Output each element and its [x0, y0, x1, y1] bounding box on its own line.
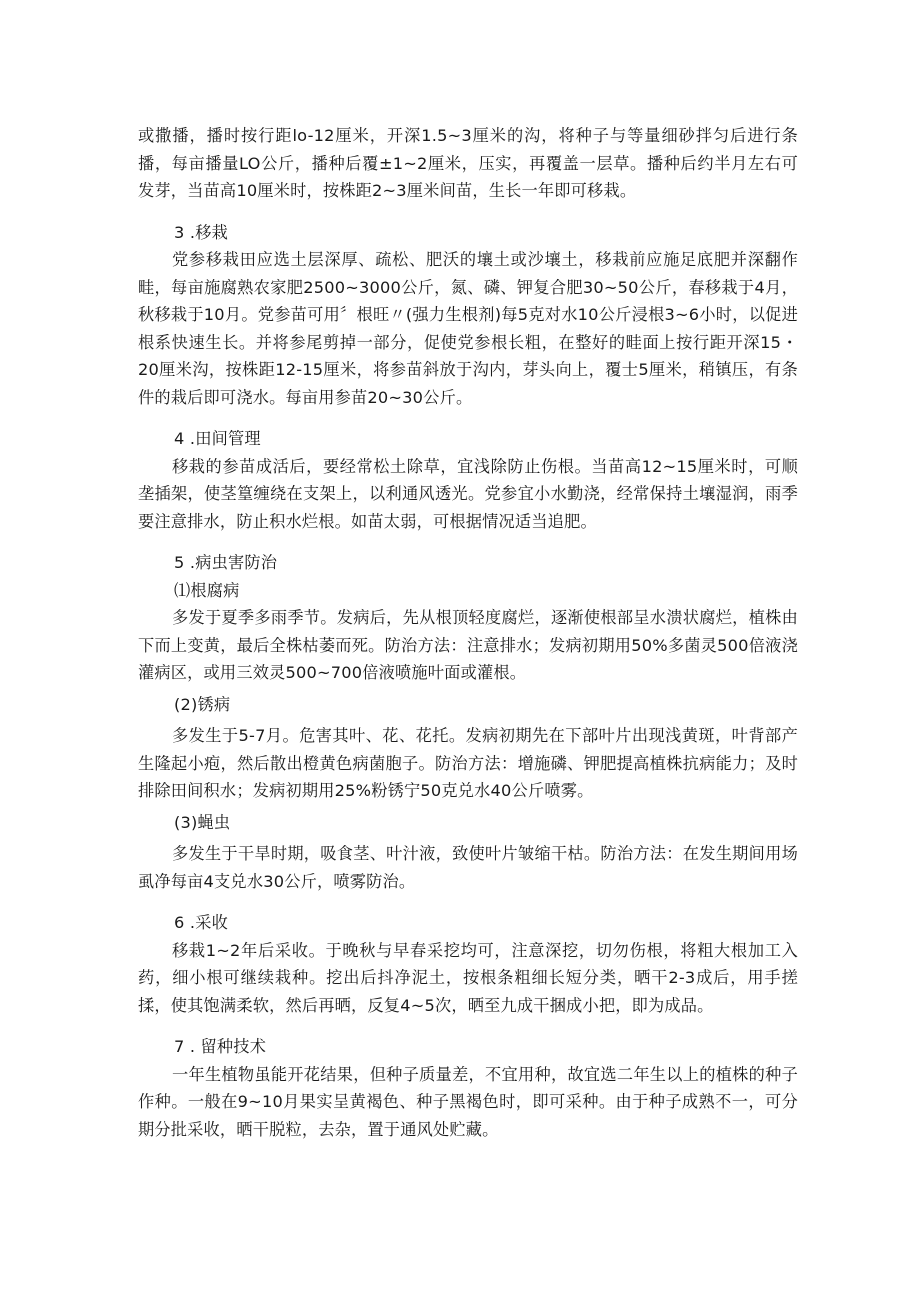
document-page: [138, 122, 798, 1143]
section-transplant: [138, 219, 798, 412]
section-body-transplant: 党参移栽田应选土层深厚、疏松、肥沃的壤土或沙壤土，移栽前应施足底肥并深翻作畦，每亩施腐熟农家肥2500~3000公斤，氮、磷、钾复合肥30~50公斤，春移栽于4月，秋移栽于10月。党参苗可用〞根旺〃(强力生根剂)每5克对水10公斤浸根3~6小时，以促进根系快速生长。并将参尾剪掉一部分，促使党参根长粗，在整好的畦面上按行距开深15・20厘米沟，按株距12-15厘米，将参苗斜放于沟内，芽头向上，覆士5厘米，稍镇压，有条件的栽后即可浇水。每亩用参苗20~30公斤。: [138, 250, 798, 407]
section-seed-keeping: [138, 1033, 798, 1143]
body-aphid: 多发生于干旱时期，吸食茎、叶汁液，致使叶片皱缩干枯。防治方法：在发生期间用场虱净每亩4支兑水30公斤，喷雾防治。: [138, 844, 798, 891]
section-heading-seed-keeping: 7 . 留种技术: [174, 1037, 267, 1056]
body-rust: 多发生于5-7月。危害其叶、花、花托。发病初期先在下部叶片出现浅黄斑，叶背部产生隆起小疱，然后散出橙黄色病菌胞子。防治方法：增施磷、钾肥提高植株抗病能力；及时排除田间积水；发病初期用25%粉锈宁50克兑水40公斤喷雾。: [138, 726, 798, 800]
section-field-management: [138, 425, 798, 535]
section-pest-control: [138, 549, 798, 895]
subheading-rust: (2)锈病: [174, 694, 231, 714]
section-harvest: [138, 909, 798, 1019]
section-heading-field-management: 4 .田间管理: [174, 429, 261, 448]
intro-paragraph: 或撒播，播时按行距lo-12厘米，开深1.5~3厘米的沟，将种子与等量细砂拌匀后进行条播，每亩播量LO公斤，播种后覆±1~2厘米，压实，再覆盖一层草。播种后约半月左右可发芽，当苗高10厘米时，按株距2~3厘米间苗，生长一年即可移栽。: [138, 126, 798, 200]
subheading-aphid: (3)蝇虫: [174, 812, 231, 832]
section-heading-pest-control: 5 .病虫害防治: [174, 553, 278, 572]
subheading-root-rot: ⑴根腐病: [174, 580, 240, 600]
section-heading-harvest: 6 .采收: [174, 913, 228, 932]
section-body-seed-keeping: 一年生植物虽能开花结果，但种子质量差，不宜用种，故宜选二年生以上的植株的种子作种。一般在9~10月果实呈黄褐色、种子黑褐色时，即可采种。由于种子成熟不一，可分期分批采收，晒干脱粒，去杂，置于通风处贮藏。: [138, 1064, 798, 1139]
section-body-harvest: 移栽1~2年后采收。于晚秋与早春采挖均可，注意深挖，切勿伤根，将粗大根加工入药，细小根可继续栽种。挖出后抖净泥土，按根条粗细长短分类，晒干2-3成后，用手搓揉，使其饱满柔软，然后再晒，反复4~5次，晒至九成干捆成小把，即为成品。: [138, 940, 798, 1015]
section-body-field-management: 移栽的参苗成活后，要经常松土除草，宜浅除防止伤根。当苗高12~15厘米时，可顺垄插架，使茎篁缠绕在支架上，以利通风透光。党参宜小水勤浇，经常保持土壤湿润，雨季要注意排水，防止积水烂根。如苗太弱，可根据情况适当追肥。: [138, 456, 798, 531]
body-root-rot: 多发于夏季多雨季节。发病后，先从根顶轻度腐烂，逐渐使根部呈水溃状腐烂，植株由下而上变黄，最后全株枯萎而死。防治方法：注意排水；发病初期用50%多菌灵500倍液浇灌病区，或用三效灵500~700倍液喷施叶面或灌根。: [138, 608, 798, 682]
section-heading-transplant: 3 .移栽: [174, 222, 228, 242]
